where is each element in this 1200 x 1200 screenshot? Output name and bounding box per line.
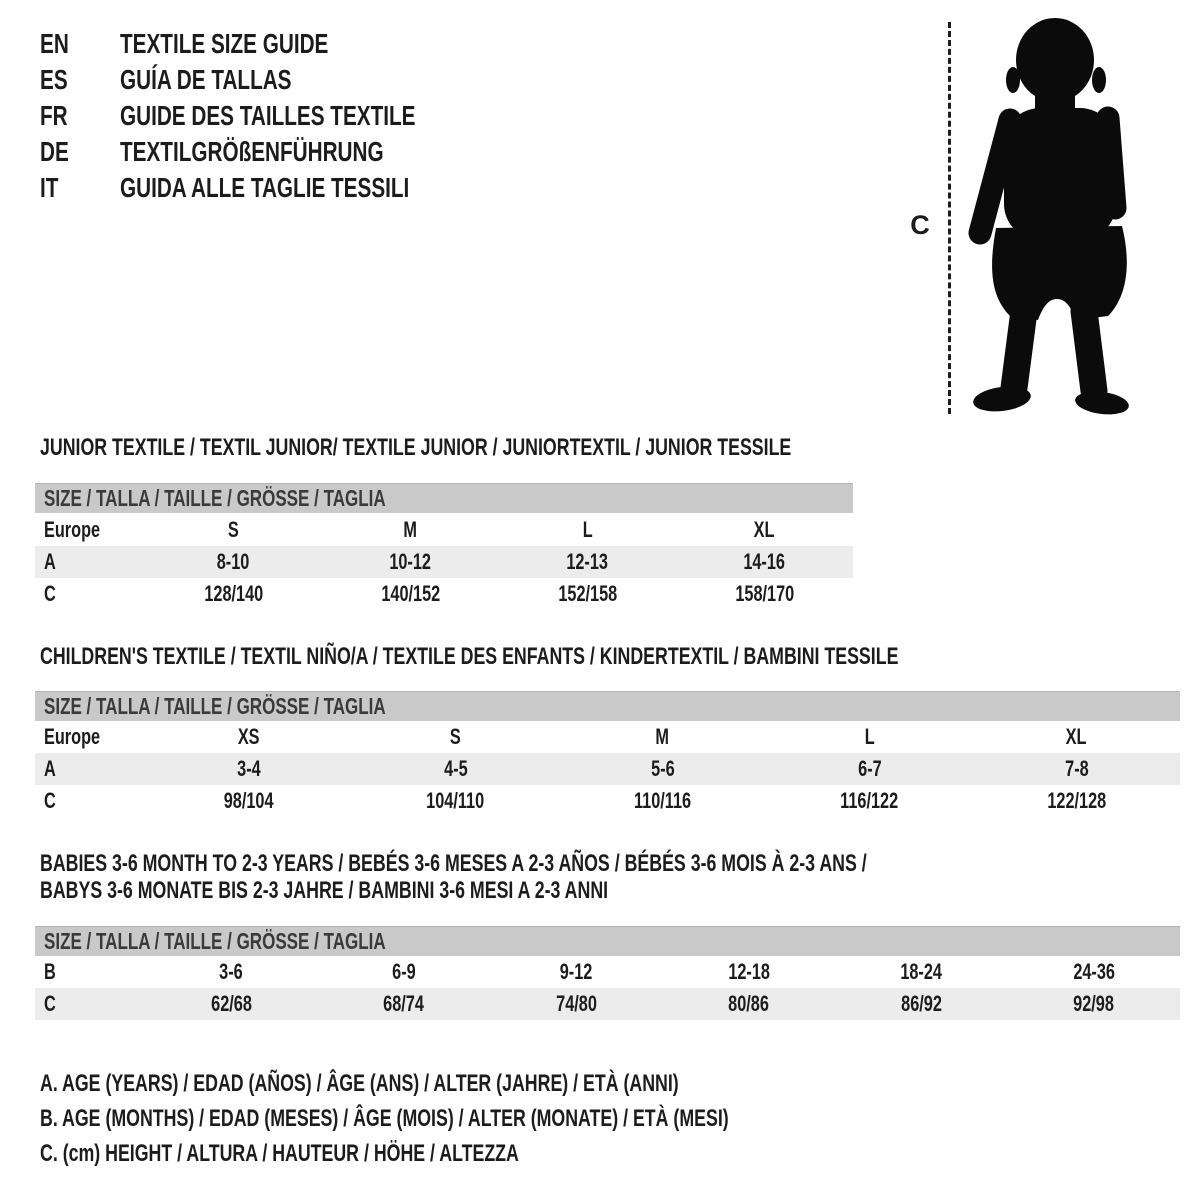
size-value: M [403, 517, 418, 542]
age-value: 14-16 [743, 549, 786, 574]
height-value: 122/128 [1047, 788, 1106, 813]
babies-size-header: SIZE / TALLA / TAILLE / GRÖSSE / TAGLIA [44, 928, 386, 954]
height-value: 80/86 [728, 991, 770, 1016]
size-value: S [228, 517, 239, 542]
row-label: A [44, 549, 56, 574]
language-code-fr: FR [40, 100, 68, 131]
table-row-height [35, 578, 853, 610]
height-value: 128/140 [204, 581, 263, 606]
junior-size-header: SIZE / TALLA / TAILLE / GRÖSSE / TAGLIA [44, 485, 386, 511]
footnote-c: C. (cm) HEIGHT / ALTURA / HAUTEUR / HÖHE / ALTEZZA [40, 1139, 519, 1167]
height-value: 74/80 [555, 991, 597, 1016]
language-code-de: DE [40, 136, 69, 167]
junior-size-table [35, 514, 853, 610]
height-measure-line [948, 22, 951, 414]
age-value: 24-36 [1072, 959, 1115, 984]
size-value: XS [237, 724, 260, 749]
height-value: 152/158 [558, 581, 617, 606]
age-value: 9-12 [559, 959, 593, 984]
size-value: L [864, 724, 875, 749]
language-title-list [40, 26, 519, 206]
toddler-silhouette-icon [962, 16, 1140, 416]
age-value: 6-7 [857, 756, 882, 781]
age-value: 7-8 [1064, 756, 1089, 781]
guide-title-es: GUÍA DE TALLAS [120, 64, 292, 95]
junior-section-title: JUNIOR TEXTILE / TEXTIL JUNIOR/ TEXTILE JUNIOR / JUNIORTEXTIL / JUNIOR TESSILE [40, 434, 792, 461]
row-label: B [44, 959, 56, 984]
guide-title-en: TEXTILE SIZE GUIDE [120, 28, 329, 59]
size-value: L [582, 517, 593, 542]
row-label: C [44, 788, 56, 813]
guide-title-fr: GUIDE DES TAILLES TEXTILE [120, 100, 416, 131]
age-value: 6-9 [391, 959, 416, 984]
children-section-title: CHILDREN'S TEXTILE / TEXTIL NIÑO/A / TEXTILE DES ENFANTS / KINDERTEXTIL / BAMBINI TESSILE [40, 643, 899, 670]
height-value: 86/92 [900, 991, 942, 1016]
junior-size-header-bar [35, 483, 853, 513]
children-size-header-bar [35, 691, 1180, 721]
babies-size-table [35, 956, 1180, 1020]
footnote-a: A. AGE (YEARS) / EDAD (AÑOS) / ÂGE (ANS) / ALTER (JAHRE) / ETÀ (ANNI) [40, 1069, 679, 1097]
height-value: 104/110 [426, 788, 485, 813]
language-code-it: IT [40, 172, 59, 203]
age-value: 10-12 [389, 549, 432, 574]
language-row-de [40, 134, 519, 170]
language-code-es: ES [40, 64, 68, 95]
size-value: XL [754, 517, 775, 542]
height-value: 68/74 [383, 991, 425, 1016]
footnote-legend [40, 1066, 971, 1171]
language-row-fr [40, 98, 519, 134]
language-row-en [40, 26, 519, 62]
age-value: 8-10 [217, 549, 250, 574]
children-size-table [35, 721, 1180, 817]
language-code-en: EN [40, 28, 69, 59]
height-value: 62/68 [210, 991, 252, 1016]
table-row-age [35, 753, 1180, 785]
row-label: C [44, 991, 56, 1016]
row-label: A [44, 756, 56, 781]
table-row-age [35, 546, 853, 578]
age-value: 3-4 [236, 756, 261, 781]
language-row-es [40, 62, 519, 98]
guide-title-de: TEXTILGRÖßENFÜHRUNG [120, 136, 384, 167]
age-value: 12-13 [566, 549, 609, 574]
height-value: 92/98 [1073, 991, 1115, 1016]
footnote-b: B. AGE (MONTHS) / EDAD (MESES) / ÂGE (MOIS) / ALTER (MONATE) / ETÀ (MESI) [40, 1104, 729, 1132]
height-value: 158/170 [735, 581, 794, 606]
guide-title-it: GUIDA ALLE TAGLIE TESSILI [120, 172, 410, 203]
size-value: S [450, 724, 461, 749]
row-label: Europe [44, 724, 101, 749]
table-row-height [35, 988, 1180, 1020]
table-row-age-months [35, 956, 1180, 988]
babies-section-title: BABIES 3-6 MONTH TO 2-3 YEARS / BEBÉS 3-6 MESES A 2-3 AÑOS / BÉBÉS 3-6 MOIS À 2-3 ANS / BABYS 3-6 MONATE BIS 2-3 JAHRE / BAMBINI 3-6 MESI A 2-3 ANNI [40, 850, 867, 904]
age-value: 4-5 [443, 756, 468, 781]
age-value: 18-24 [900, 959, 943, 984]
table-row-height [35, 785, 1180, 817]
age-value: 12-18 [727, 959, 770, 984]
table-row-europe [35, 721, 1180, 753]
language-row-it [40, 170, 519, 206]
children-size-header: SIZE / TALLA / TAILLE / GRÖSSE / TAGLIA [44, 693, 386, 719]
height-value: 110/116 [633, 788, 692, 813]
size-value: M [655, 724, 670, 749]
height-value: 98/104 [223, 788, 274, 813]
age-value: 3-6 [219, 959, 244, 984]
height-measure-label: C [910, 210, 930, 240]
height-value: 140/152 [381, 581, 440, 606]
table-row-europe [35, 514, 853, 546]
row-label: Europe [44, 517, 101, 542]
row-label: C [44, 581, 56, 606]
size-value: XL [1066, 724, 1087, 749]
height-value: 116/122 [840, 788, 899, 813]
age-value: 5-6 [650, 756, 675, 781]
babies-size-header-bar [35, 926, 1180, 956]
